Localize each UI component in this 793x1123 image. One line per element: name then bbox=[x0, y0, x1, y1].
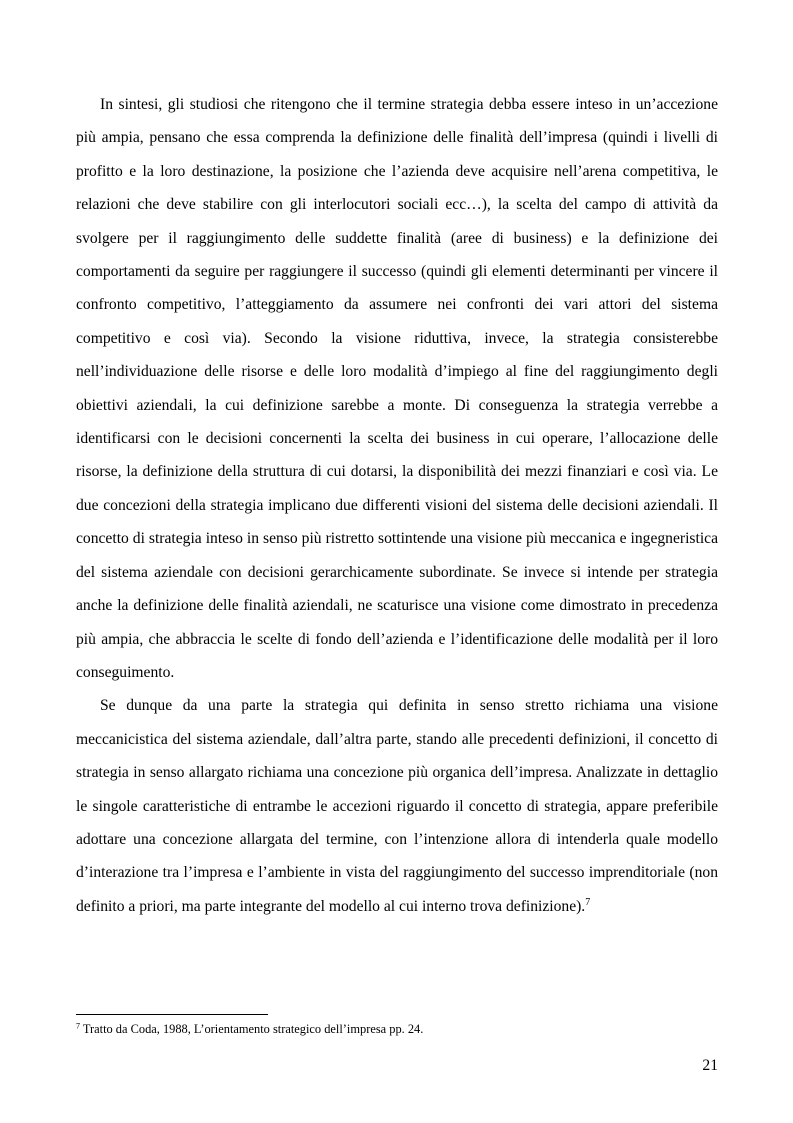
footnote bbox=[76, 1021, 718, 1037]
paragraph-2-text: Se dunque da una parte la strategia qui definita in senso stretto richiama una visione meccanicistica del sistema aziendale, dall’altra parte, stando alle precedenti definizioni, il concetto di strategia in senso allargato richiama una concezione più organica dell’impresa. Analizzate in dettaglio le singole caratteristiche di entrambe le accezioni riguardo il concetto di strategia, appare preferibile adottare una concezione allargata del termine, con l’intenzione allora di intenderla quale modello d’interazione tra l’impresa e l’ambiente in vista del raggiungimento del successo imprenditoriale (non definito a priori, ma parte integrante del modello al cui interno trova definizione). bbox=[76, 697, 718, 915]
paragraph-2 bbox=[76, 689, 718, 923]
body-text bbox=[76, 88, 718, 923]
footnote-text: Tratto da Coda, 1988, L’orientamento strategico dell’impresa pp. 24. bbox=[82, 1022, 424, 1036]
footnote-number: 7 bbox=[76, 1021, 80, 1031]
paragraph-1-text: In sintesi, gli studiosi che ritengono che il termine strategia debba essere inteso in un’accezione più ampia, pensano che essa comprenda la definizione delle finalità dell’impresa (quindi i livelli di profitto e la loro destinazione, la posizione che l’azienda deve acquisire nell’arena competitiva, le relazioni che deve stabilire con gli interlocutori sociali ecc…), la scelta del campo di attività da svolgere per il raggiungimento delle suddette finalità (aree di business) e la definizione dei comportamenti da seguire per raggiungere il successo (quindi gli elementi determinanti per vincere il confronto competitivo, l’atteggiamento da assumere nei confronti dei vari attori del sistema competitivo e così via). Secondo la visione riduttiva, invece, la strategia consisterebbe nell’individuazione delle risorse e delle loro modalità d’impiego al fine del raggiungimento degli obiettivi aziendali, la cui definizione sarebbe a monte. Di conseguenza la strategia verrebbe a identificarsi con le decisioni concernenti la scelta dei business in cui operare, l’allocazione delle risorse, la definizione della struttura di cui dotarsi, la disponibilità dei mezzi finanziari e così via. Le due concezioni della strategia implicano due differenti visioni del sistema delle decisioni aziendali. Il concetto di strategia inteso in senso più ristretto sottintende una visione più meccanica e ingegneristica del sistema aziendale con decisioni gerarchicamente subordinate. Se invece si intende per strategia anche la definizione delle finalità aziendali, ne scaturisce una visione come dimostrato in precedenza più ampia, che abbraccia le scelte di fondo dell’azienda e l’identificazione delle modalità per il loro conseguimento. bbox=[76, 96, 718, 681]
footnote-reference[interactable]: 7 bbox=[585, 896, 591, 908]
footnote-separator bbox=[76, 1014, 268, 1015]
paragraph-1 bbox=[76, 88, 718, 689]
page-number: 21 bbox=[702, 1057, 718, 1074]
